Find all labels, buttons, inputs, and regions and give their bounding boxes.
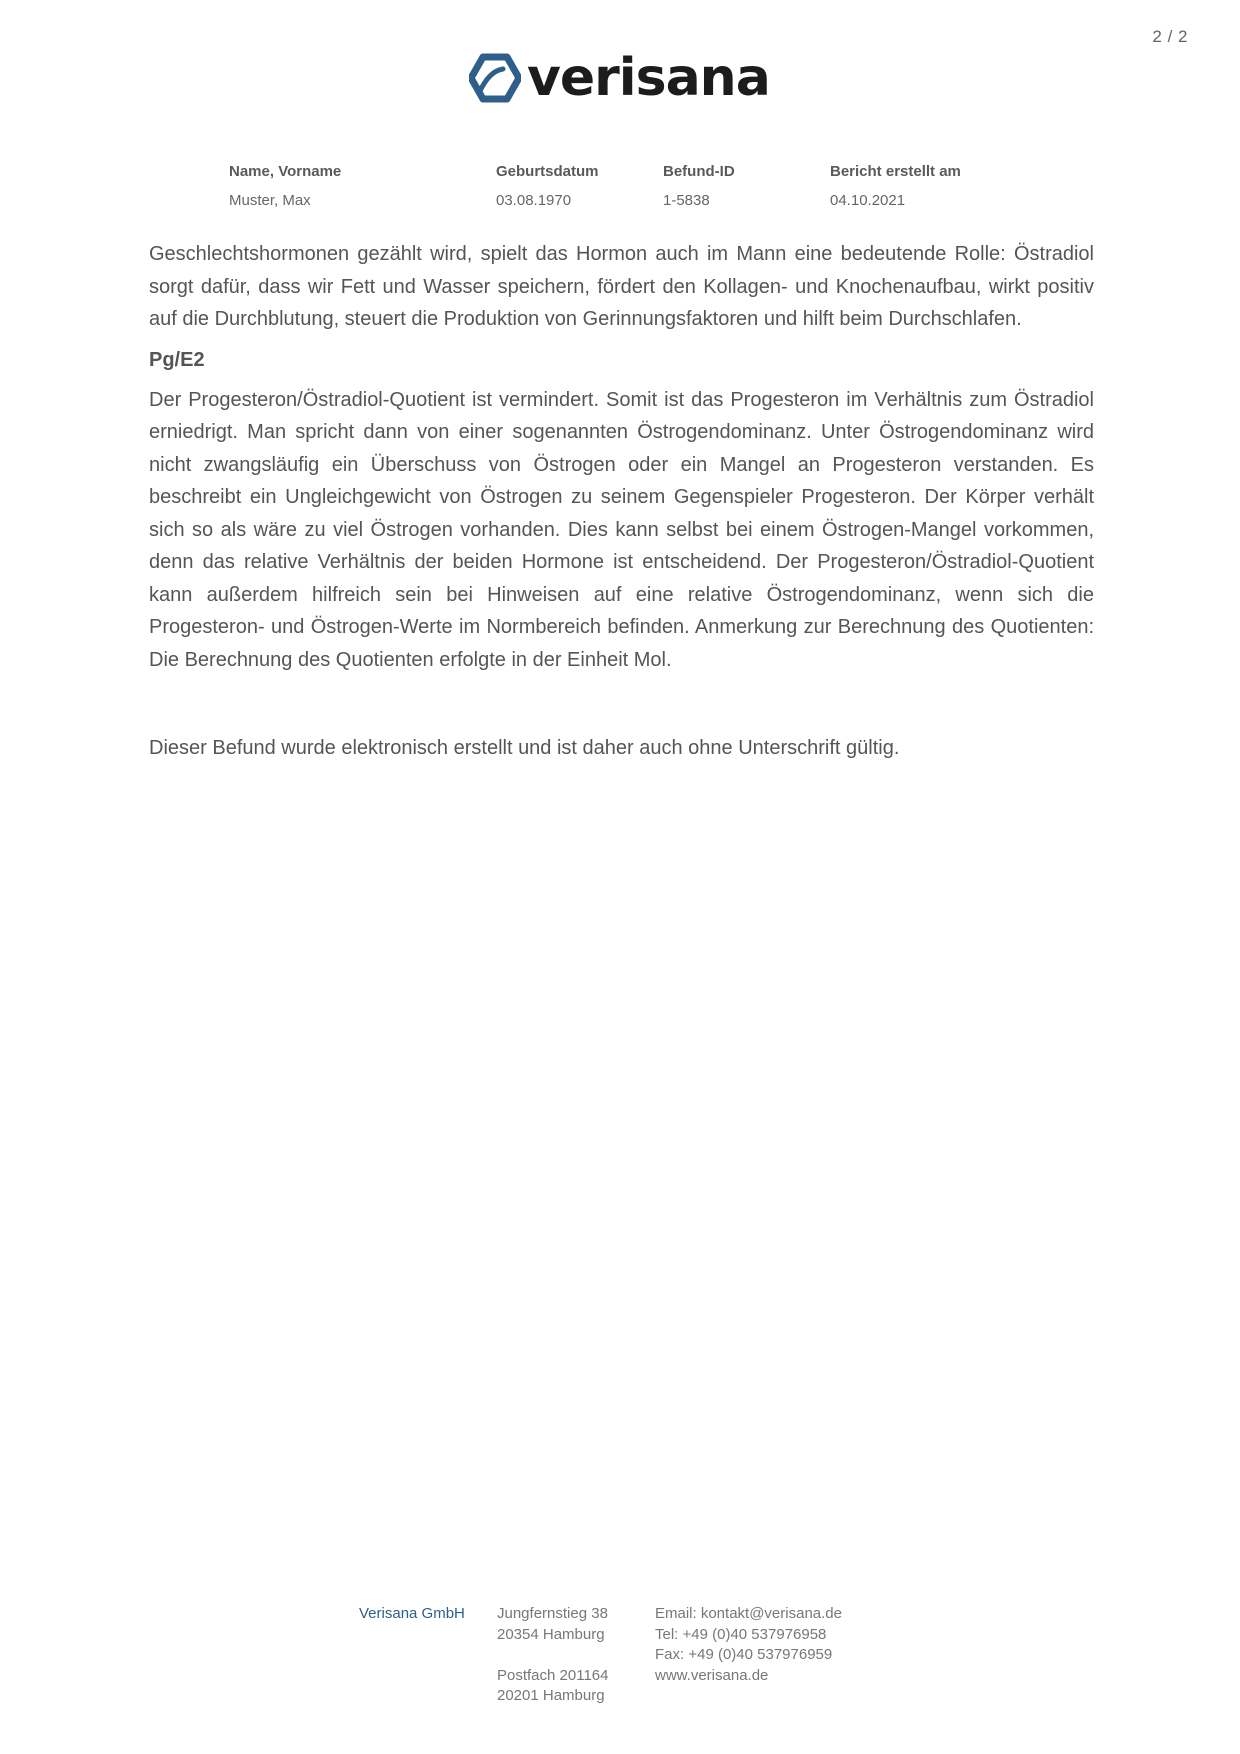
header-value: 03.08.1970 [496,192,572,209]
signature-note: Dieser Befund wurde elektronisch erstellt und ist daher auch ohne Unterschrift gültig. [149,737,900,759]
company-name: Verisana GmbH [359,1605,465,1622]
header-value: 1-5838 [663,192,710,209]
footer-company [359,1604,465,1625]
address-city: 20354 Hamburg [497,1625,605,1643]
contact-email[interactable]: Email: kontakt@verisana.de [655,1605,842,1622]
address-po-box: Postfach 201164 [497,1666,609,1684]
contact-fax: Fax: +49 (0)40 537976959 [655,1646,833,1663]
header-column-report-id [663,162,735,211]
page-number: 2 / 2 [1152,27,1188,46]
footer-address [497,1604,608,1707]
header-label: Befund-ID [663,163,735,180]
section-heading: Pg/E2 [149,348,205,371]
header-value: 04.10.2021 [830,192,906,209]
report-body [149,238,1094,765]
brand-name: verisana [527,48,770,108]
section-paragraph: Der Progesteron/Östradiol-Quotient ist vermindert. Somit ist das Progesteron im Verhältnis zum Östradiol erniedrigt. Man spricht dann von einer sogenannten Östrogendominanz. Unter Östrogendominanz wird nicht zwangsläufig ein Überschuss von Östrogen oder ein Mangel an Progesteron verstanden. Es beschreibt ein Ungleichgewicht von Östrogen zu seinem Gegenspieler Progesteron. Der Körper verhält sich so als wäre zu viel Östrogen vorhanden. Dies kann selbst bei einem Östrogen-Mangel vorkommen, denn das relative Verhältnis der beiden Hormone ist entscheidend. Der Progesteron/Östradiol-Quotient kann außerdem hilfreich sein bei Hinweisen auf eine relative Östrogendominanz, wenn sich die Progesteron- und Östrogen-Werte im Normbereich befinden. Anmerkung zur Berechnung des Quotienten: Die Berechnung des Quotienten erfolgte in der Einheit Mol. [149,388,1094,671]
header-label: Geburtsdatum [496,163,599,180]
intro-paragraph: Geschlechtshormonen gezählt wird, spielt das Hormon auch im Mann eine bedeutende Rolle: Östradiol sorgt dafür, dass wir Fett und Wasser speichern, fördert den Kollagen- und Knochenaufbau, wirkt positiv auf die Durchblutung, steuert die Produktion von Gerinnungsfaktoren und hilft beim Durchschlafen. [149,243,1094,330]
header-column-report-date [830,162,961,211]
brand-logo [469,48,770,108]
address-street: Jungfernstieg 38 [497,1605,608,1622]
header-column-name [229,162,341,211]
hexagon-logo-icon [469,53,521,103]
header-label: Name, Vorname [229,163,342,180]
contact-web[interactable]: www.verisana.de [655,1666,769,1684]
header-column-birthdate [496,162,599,211]
footer-contact [655,1604,842,1686]
address-po-city: 20201 Hamburg [497,1687,605,1704]
header-label: Bericht erstellt am [830,163,961,180]
contact-tel: Tel: +49 (0)40 537976958 [655,1625,827,1643]
header-value: Muster, Max [229,192,311,209]
